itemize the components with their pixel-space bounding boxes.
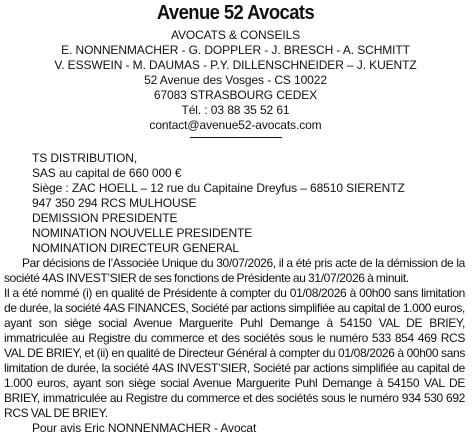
email-address: contact@avenue52-avocats.com — [149, 118, 322, 132]
company-name: TS DISTRIBUTION, — [32, 151, 138, 165]
partners-line-1: E. NONNENMACHER - G. DOPPLER - J. BRESCH - A. SCHMITT — [61, 43, 410, 57]
firm-name: Avenue 52 Avocats — [156, 2, 315, 24]
header-divider — [190, 137, 282, 138]
company-rcs: 947 350 294 RCS MULHOUSE — [32, 196, 197, 210]
letterhead — [4, 2, 467, 138]
partners-line-2: V. ESSWEIN - M. DAUMAS - P.Y. DILLENSCHNEIDER – J. KUENTZ — [54, 58, 417, 72]
notice-body — [4, 151, 467, 436]
paragraph-appointments: Il a été nommé (i) en qualité de Présidente à compter du 01/08/2026 à 00h00 sans limitation de durée, la société 4AS FINANCES, Société par actions simplifiée au capital de 1.000 euros, ayant son siège social Avenue Marguerite Puhl Demange à 54150 VAL DE BRIEY, immatriculée au Registre du commerce et des sociétés sous le numéro 533 854 469 RCS VAL DE BRIEY, et (ii) en qualité de Directeur Général à compter du 01/08/2026 à 00h00 sans limitation de durée, la société 4AS INVEST’SIER, Société par actions simplifiée au capital de 1.000 euros, ayant son siège social Avenue Marguerite Puhl Demange à 54150 VAL DE BRIEY, immatriculée au Registre du commerce et des sociétés sous le numéro 934 530 692 RCS VAL DE BRIEY. — [4, 286, 465, 420]
notice-title: NOMINATION DIRECTEUR GENERAL — [32, 241, 239, 255]
signature: Pour avis Eric NONNENMACHER - Avocat — [32, 421, 257, 435]
phone-number: Tél. : 03 88 35 52 61 — [181, 103, 290, 117]
address-line-1: 52 Avenue des Vosges - CS 10022 — [144, 73, 327, 87]
company-capital: SAS au capital de 660 000 € — [32, 166, 182, 180]
notice-title: NOMINATION NOUVELLE PRESIDENTE — [32, 226, 253, 240]
notice-title: DEMISSION PRESIDENTE — [32, 211, 178, 225]
firm-subtitle: AVOCATS & CONSEILS — [170, 28, 301, 42]
company-seat: Siège : ZAC HOELL – 12 rue du Capitaine Dreyfus – 68510 SIERENTZ — [32, 181, 405, 195]
address-line-2: 67083 STRASBOURG CEDEX — [153, 88, 318, 102]
paragraph-resignation: Par décisions de l’Associée Unique du 30/07/2026, il a été pris acte de la démission de la société 4AS INVEST’SIER de ses fonctions de Présidente au 31/07/2026 à minuit. — [4, 256, 465, 285]
